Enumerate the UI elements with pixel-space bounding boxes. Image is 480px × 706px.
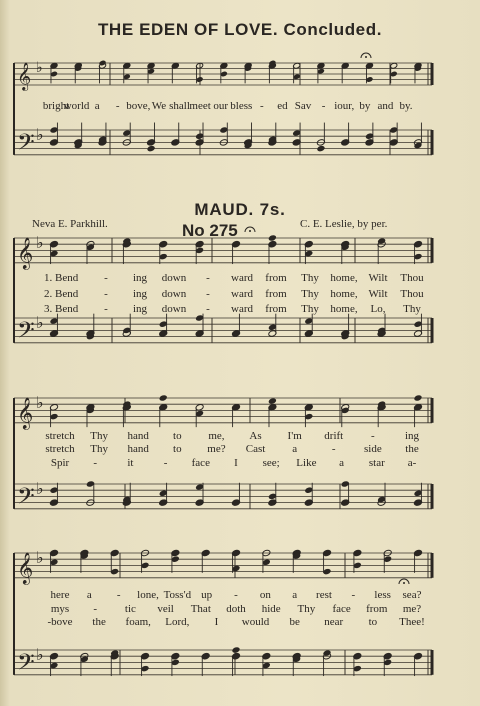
note-head [268,397,277,405]
treble-clef-icon: 𝄞 [17,237,34,269]
lyric-syllable: - [321,100,326,112]
lyric-syllable: a [339,457,345,469]
verse-line [0,443,480,457]
lyric-syllable: stretch [45,443,75,455]
lyric-syllable: - [206,288,210,300]
lyric-syllable: be [289,616,300,628]
bass-clef-icon: 𝄢 [17,129,35,161]
verse-line [0,457,480,471]
lyric-syllable: - [104,303,108,315]
lyric-syllable: stretch [45,430,75,442]
key-flat-icon: ♭ [36,644,44,664]
lyric-syllable: 3. Bend [44,303,79,315]
lyric-syllable: 2. Bend [44,288,79,300]
lyric-syllable: - [206,272,210,284]
author-credit: Neva E. Parkhill. [32,218,108,230]
lyric-syllable: ing [404,430,420,442]
lyric-syllable: - [93,457,98,469]
treble-clef-icon: 𝄞 [17,62,32,90]
key-flat-icon: ♭ [36,312,44,332]
lyric-syllable: - [104,272,108,284]
lyric-syllable: by [359,100,371,112]
lyric-syllable: -bove [47,616,73,628]
lyric-syllable: Thy [297,603,316,615]
lyric-syllable: ing [132,303,148,315]
verse-line [0,303,480,317]
lyric-syllable: ward [231,303,253,315]
note-head [231,646,240,654]
lyric-syllable: drift [324,430,344,442]
key-flat-icon: ♭ [36,478,44,498]
note-head [159,394,168,402]
lyric-syllable: We [151,100,167,112]
key-flat-icon: ♭ [36,547,44,567]
lyric-syllable: me, [208,430,225,442]
lyric-syllable: a [292,589,298,601]
lyric-syllable: home, [330,288,358,300]
lyric-syllable: Thy [403,303,421,315]
lyric-syllable: Thy [90,430,108,442]
lyric-syllable: hand [127,430,149,442]
hymn-title: MAUD. 7s. [194,200,286,219]
lyric-syllable: - [115,100,120,112]
lyric-syllable: down [161,272,187,284]
lyric-syllable: me? [402,603,422,615]
lyric-syllable: shall [169,100,190,112]
lyric-syllable: from [265,272,287,284]
key-flat-icon: ♭ [36,392,44,412]
lyric-syllable: from [265,288,287,300]
lyric-syllable: Thou [400,288,424,300]
lyric-syllable: ed [277,100,288,112]
lyric-syllable: As [249,430,262,442]
key-flat-icon: ♭ [36,232,44,252]
lyric-syllable: mys [50,603,70,615]
lyric-syllable: I [214,616,219,628]
verse-line [0,616,480,630]
verse-line [0,589,480,603]
verse-line [0,272,480,286]
lyric-syllable: Thy [301,303,319,315]
lyric-syllable: 1. Bend [44,272,79,284]
lyric-syllable: from [265,303,287,315]
lyric-syllable: it [127,457,134,469]
lyric-syllable: a [94,100,100,112]
lyric-syllable: Wilt [368,272,388,284]
lyric-syllable: hide [261,603,281,615]
lyric-syllable: face [332,603,351,615]
lyric-syllable: to [368,616,378,628]
lyric-syllable: ward [231,288,253,300]
lyric-syllable: the [92,616,106,628]
fermata-dot [403,582,405,584]
lyric-syllable: on [259,589,271,601]
lyric-syllable: Cast [245,443,266,455]
lyric-syllable: Thou [400,272,424,284]
lyric-syllable: - [371,430,375,442]
lyric-syllable: - [331,443,336,455]
lyric-syllable: - [206,303,210,315]
verse-line [0,288,480,302]
bass-clef-icon: 𝄢 [17,649,35,681]
lyric-syllable: me? [207,443,226,455]
lyric-syllable: Thy [90,443,108,455]
lyric-syllable: sea? [402,589,422,601]
verse-line [0,430,480,444]
lyric-syllable: Wilt [368,288,388,300]
lyric-syllable: - [116,589,121,601]
lyric-syllable: a- [407,457,417,469]
note-head [316,145,325,153]
lyric-syllable: to [173,443,182,455]
fermata-dot [365,56,367,58]
lyric-syllable: a [86,589,92,601]
lyric-syllable: Thy [301,288,319,300]
lyric-syllable: foam, [125,616,151,628]
lyric-syllable: Thy [301,272,319,284]
bass-clef-icon: 𝄢 [17,483,35,515]
lyric-syllable: ing [132,272,148,284]
lyric-syllable: near [324,616,344,628]
lyric-syllable: veil [157,603,174,615]
lyric-syllable: tic [124,603,136,615]
note-head [413,394,422,402]
verse-line [0,603,480,617]
lyric-syllable: Spir [50,457,70,469]
lyric-syllable: here [50,589,70,601]
lyric-syllable: from [366,603,388,615]
treble-clef-icon: 𝄞 [17,552,34,584]
lyric-syllable: home, [330,272,358,284]
lyric-syllable: bove, [126,100,151,112]
lyric-syllable: bless [230,100,253,112]
note-head [147,145,156,153]
lyric-syllable: face [191,457,210,469]
lyric-syllable: a [292,443,298,455]
lyric-syllable: home, [330,303,358,315]
note-head [268,234,277,242]
composer-credit: C. E. Leslie, by per. [300,218,388,230]
key-flat-icon: ♭ [36,59,43,76]
page-title: THE EDEN OF LOVE. Concluded. [97,20,383,39]
fermata-dot [249,230,251,232]
lyric-syllable: down [161,288,187,300]
lyric-syllable: up [201,589,213,601]
top-lyrics-line [0,100,480,114]
lyric-syllable: down [161,303,187,315]
lyric-syllable: lone, [137,589,159,601]
key-flat-icon: ♭ [36,124,44,144]
lyric-syllable: star [368,457,385,469]
lyric-syllable: and [377,100,394,112]
lyric-syllable: by. [399,100,413,112]
lyric-syllable: our [213,100,229,112]
lyric-syllable: iour, [334,100,355,112]
lyric-syllable: - [104,288,108,300]
lyric-syllable: bright [42,100,70,112]
lyric-syllable: I [234,457,238,469]
lyric-syllable: doth [226,603,246,615]
treble-clef-icon: 𝄞 [17,397,34,429]
lyric-syllable: Toss'd [163,589,192,601]
lyric-syllable: ward [231,272,253,284]
hymn-number: No 275 [182,221,238,240]
lyric-syllable: Thee! [399,616,425,628]
lyric-syllable: Lo, [370,303,386,315]
lyric-syllable: I'm [287,430,302,442]
lyric-syllable: - [234,589,238,601]
lyric-syllable: - [260,100,264,112]
lyric-syllable: world [63,100,90,112]
lyric-syllable: Like [296,457,317,469]
lyric-syllable: see; [262,457,280,469]
lyric-syllable: - [93,603,98,615]
lyric-syllable: would [241,616,270,628]
lyric-syllable: Lord, [165,616,190,628]
bass-clef-icon: 𝄢 [17,317,35,349]
lyric-syllable: That [190,603,211,615]
lyric-syllable: ing [132,288,148,300]
lyric-syllable: the [405,443,419,455]
lyric-syllable: side [364,443,382,455]
lyric-syllable: rest [316,589,332,601]
lyric-syllable: - [163,457,168,469]
lyric-syllable: - [351,589,356,601]
lyric-syllable: meet [189,100,211,112]
lyric-syllable: Sav [294,100,312,112]
lyric-syllable: less [374,589,391,601]
lyric-syllable: hand [127,443,149,455]
lyric-syllable: to [173,430,182,442]
